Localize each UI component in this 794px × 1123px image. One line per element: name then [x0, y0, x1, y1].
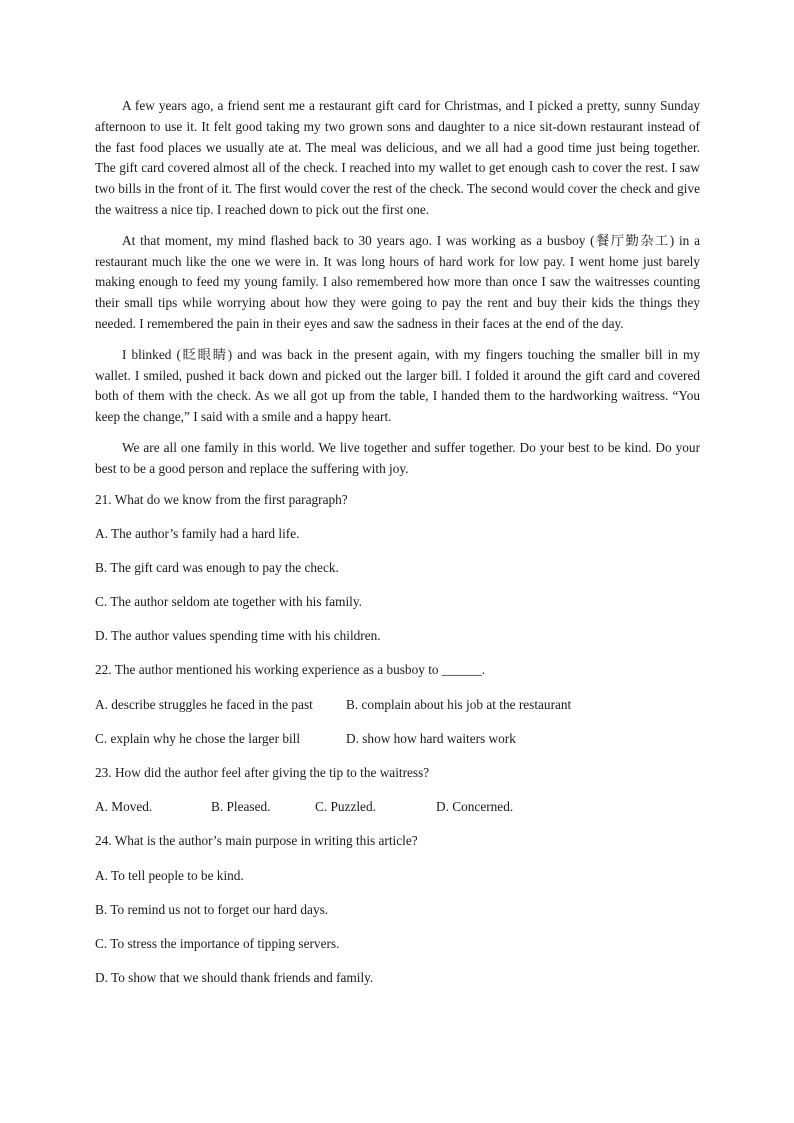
question-23-option-c: C. Puzzled. — [315, 799, 376, 815]
question-22-options-row-1 — [95, 695, 700, 729]
question-22-stem: 22. The author mentioned his working experience as a busboy to ______. — [95, 662, 486, 678]
question-24-option-a: A. To tell people to be kind. — [95, 867, 244, 883]
question-23-stem: 23. How did the author feel after giving the tip to the waitress? — [95, 765, 430, 781]
question-list — [95, 490, 700, 1003]
question-21-option-d: D. The author values spending time with his children. — [95, 628, 381, 644]
document-page — [95, 96, 700, 1002]
question-24-option-c: C. To stress the importance of tipping servers. — [95, 935, 340, 951]
question-22-option-d: D. show how hard waiters work — [346, 730, 516, 746]
question-21-option-b: B. The gift card was enough to pay the check. — [95, 559, 339, 575]
question-22-option-c: C. explain why he chose the larger bill — [95, 730, 301, 746]
question-22-option-b: B. complain about his job at the restaurant — [346, 696, 572, 712]
question-21-option-c: C. The author seldom ate together with his family. — [95, 594, 362, 610]
passage-paragraph-2: At that moment, my mind flashed back to 30 years ago. I was working as a busboy (餐厅勤杂工) in a restaurant much like the one we were in. It was long hours of hard work for low pay. I went home just barely making enough to feed my young family. I also remembered how more than once I saw the waitresses counting their small tips while worrying about how they were going to pay the rent and buy their kids the things they needed. I remembered the pain in their eyes and saw the sadness in their faces at the end of the day. — [95, 232, 700, 331]
question-24-stem: 24. What is the author’s main purpose in writing this article? — [95, 833, 418, 849]
question-23-option-d: D. Concerned. — [436, 799, 514, 815]
question-24-option-b: B. To remind us not to forget our hard days. — [95, 901, 329, 917]
passage-paragraph-1: A few years ago, a friend sent me a restaurant gift card for Christmas, and I picked a pretty, sunny Sunday afternoon to use it. It felt good taking my two grown sons and daughter to a nice sit-down restaurant instead of the fast food places we usually ate at. The meal was delicious, and we all had a good time just being together. The gift card covered almost all of the check. I reached into my wallet to get enough cash to cover the rest. I saw two bills in the front of it. The first would cover the rest of the check. The second would cover the check and give the waitress a nice tip. I reached down to pick out the first one. — [95, 98, 700, 217]
question-23-options-row — [95, 797, 700, 831]
question-24-option-d: D. To show that we should thank friends and family. — [95, 970, 374, 986]
question-22-options-row-2 — [95, 729, 700, 763]
question-23-option-b: B. Pleased. — [211, 799, 271, 815]
question-21-option-a: A. The author’s family had a hard life. — [95, 525, 300, 541]
question-23-option-a: A. Moved. — [95, 799, 153, 815]
reading-passage — [95, 96, 700, 480]
passage-paragraph-3: I blinked (眨眼睛) and was back in the present again, with my fingers touching the smaller bill in my wallet. I smiled, pushed it back down and picked out the larger bill. I folded it around the gift card and covered both of them with the check. As we all got up from the table, I handed them to the hardworking waitress. “You keep the change,” I said with a smile and a happy heart. — [95, 346, 700, 425]
passage-paragraph-4: We are all one family in this world. We live together and suffer together. Do your best to be kind. Do your best to be a good person and replace the suffering with joy. — [95, 439, 700, 476]
question-22-option-a: A. describe struggles he faced in the past — [95, 696, 313, 712]
question-21-stem: 21. What do we know from the first paragraph? — [95, 491, 348, 507]
